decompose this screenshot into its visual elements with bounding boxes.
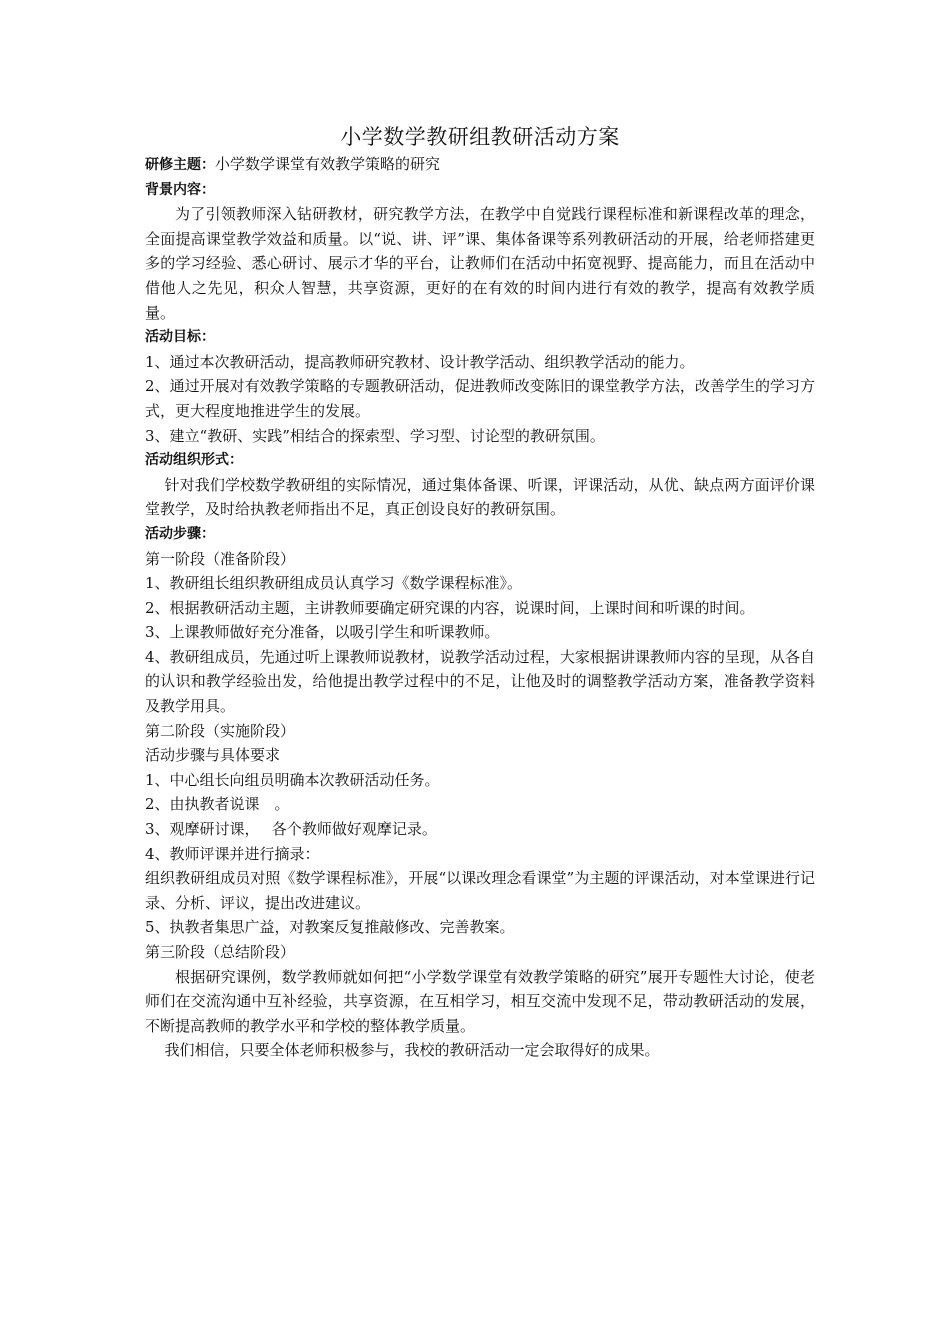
goals-heading: 活动目标： <box>145 329 215 346</box>
stage1-title: 第一阶段（准备阶段） <box>145 549 296 568</box>
stage1-item: 3、上课教师做好充分准备，以吸引学生和听课教师。 <box>145 623 500 642</box>
stage2-item: 2、由执教者说课 。 <box>145 795 290 814</box>
stage2-item: 3、观摩研讨课， 各个教师做好观摩记录。 <box>145 820 437 839</box>
stage3-title: 第三阶段（总结阶段） <box>145 943 296 961</box>
stage2-item: 4、教师评课并进行摘录： <box>145 844 320 863</box>
document-page <box>145 122 815 1063</box>
stage2-title: 第二阶段（实施阶段） <box>145 721 296 740</box>
stage3-paragraph: 根据研究课例，数学教师就如何把“小学数学课堂有效教学策略的研究”展开专题性大讨论，使老师们在交流沟通中互补经验，共享资源，在互相学习，相互交流中发现不足，带动教研活动的发展，不断提高教师的教学水平和学校的整体教学质量。 <box>145 967 815 1035</box>
stage1-item: 2、根据教研活动主题，主讲教师要确定研究课的内容，说课时间，上课时间和听课的时间。 <box>145 598 755 617</box>
document-title: 小学数学教研组教研活动方案 <box>340 125 620 149</box>
goal-item: 1、通过本次教研活动，提高教师研究教材、设计教学活动、组织教学活动的能力。 <box>145 352 695 371</box>
stage2-subtitle: 活动步骤与具体要求 <box>145 746 281 765</box>
goal-item: 3、建立“教研、实践”相结合的探索型、学习型、讨论型的教研氛围。 <box>145 426 605 445</box>
theme-line <box>145 152 815 178</box>
stage1-item: 4、教研组成员，先通过听上课教师说教材，说教学活动过程，大家根据讲课教师内容的呈现，从各自的认识和教学经验出发，给他提出教学过程中的不足，让他及时的调整教学活动方案，准备教学资料及教学用具。 <box>145 647 815 716</box>
goal-item: 2、通过开展对有效教学策略的专题教研活动，促进教师改变陈旧的课堂教学方法，改善学生的学习方式，更大程度地推进学生的发展。 <box>145 377 815 420</box>
form-heading: 活动组织形式： <box>145 452 243 469</box>
form-paragraph: 针对我们学校数学教研组的实际情况，通过集体备课、听课，评课活动，从优、缺点两方面评价课堂教学，及时给执教老师指出不足，真正创设良好的教研氛围。 <box>145 475 815 519</box>
background-heading: 背景内容： <box>145 181 215 198</box>
stage1-item: 1、教研组长组织教研组成员认真学习《数学课程标准》。 <box>145 574 523 593</box>
stage2-item: 组织教研组成员对照《数学课程标准》，开展“以课改理念看课堂”为主题的评课活动，对本堂课进行记录、分析、评议，提出改进建议。 <box>145 869 815 912</box>
background-paragraph: 为了引领教师深入钻研教材，研究教学方法，在教学中自觉践行课程标准和新课程改革的理念，全面提高课堂教学效益和质量。以“说、讲、评”课、集体备课等系列教研活动的开展，给老师搭建更多的学习经验、悉心研讨、展示才华的平台，让教师们在活动中拓宽视野、提高能力，而且在活动中借他人之先见，积众人智慧，共享资源，更好的在有效的时间内进行有效的教学，提高有效教学质量。 <box>145 205 815 322</box>
theme-label: 研修主题： <box>145 157 215 173</box>
closing-paragraph: 我们相信，只要全体老师积极参与，我校的教研活动一定会取得好的成果。 <box>164 1041 660 1060</box>
stage2-item: 5、执教者集思广益，对教案反复推敲修改、完善教案。 <box>145 918 515 937</box>
stage2-item: 1、中心组长向组员明确本次教研活动任务。 <box>145 770 440 789</box>
theme-text: 小学数学课堂有效教学策略的研究 <box>215 155 441 173</box>
steps-heading: 活动步骤： <box>145 525 215 542</box>
